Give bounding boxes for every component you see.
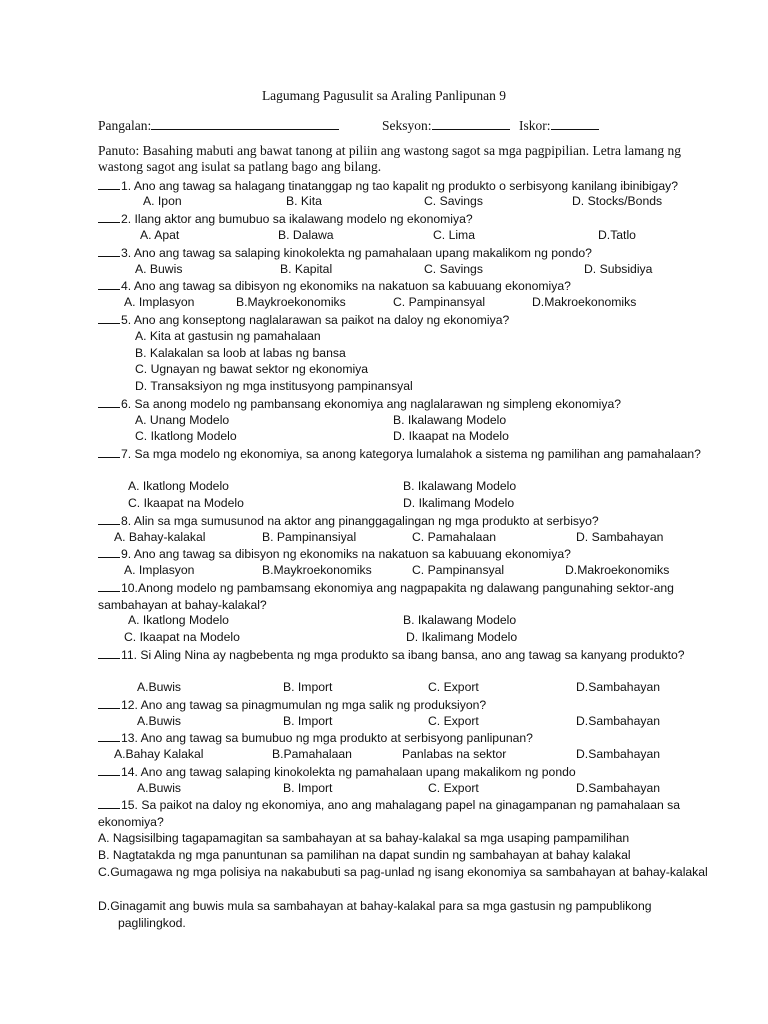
question-5: 5. Ano ang konseptong naglalarawan sa paikot na daloy ng ekonomiya? (98, 312, 718, 329)
option: A.Bahay Kalakal (114, 747, 204, 761)
option: C. Lima (433, 228, 475, 242)
option: C. Export (428, 714, 479, 728)
option: D. Subsidiya (584, 262, 653, 276)
option: A.Buwis (137, 781, 182, 795)
name-field (98, 117, 339, 134)
option: B. Import (283, 781, 333, 795)
option: D.Sambahayan (576, 747, 661, 761)
option: C. Pampinansyal (412, 563, 505, 577)
option: B. Import (283, 714, 333, 728)
answer-blank (98, 580, 120, 592)
question-9: 9. Ano ang tawag sa dibisyon ng ekonomiks na nakatuon sa kabuuang ekonomiya? (98, 546, 718, 563)
option: A. Buwis (135, 262, 183, 276)
question-2: 2. Ilang aktor ang bumubuo sa ikalawang modelo ng ekonomiya? (98, 211, 718, 228)
answer-blank (98, 446, 120, 458)
section-blank (432, 117, 510, 130)
option: B. Dalawa (278, 228, 334, 242)
option: B. Kalakalan sa loob at labas ng bansa (135, 346, 346, 360)
option: B. Kapital (280, 262, 333, 276)
option: B. Pampinansiyal (262, 530, 357, 544)
answer-blank (98, 178, 120, 190)
option: C. Ugnayan ng bawat sektor ng ekonomiya (135, 362, 369, 376)
option: C.Gumagawa ng mga polisiya na nakabubuti sa pag-unlad ng isang ekonomiya sa sambahayan at bahay-kalakal (98, 865, 708, 879)
question-7: 7. Sa mga modelo ng ekonomiya, sa anong kategorya lumalahok a sistema ng pamilihan ang pamahalaan? (98, 446, 708, 463)
option: D. Ikalimang Modelo (403, 496, 515, 510)
option: C. Pamahalaan (412, 530, 497, 544)
option: B. Import (283, 680, 333, 694)
score-field (519, 117, 599, 134)
option: B.Maykroekonomiks (262, 563, 372, 577)
instructions: Panuto: Basahing mabuti ang bawat tanong at piliin ang wastong sagot sa mga pagpipilian. Letra lamang ng wastong sagot ang isulat sa patlang bago ang bilang. (98, 143, 681, 174)
option: D. Transaksiyon ng mga institusyong pampinansyal (135, 379, 413, 393)
score-label: Iskor: (519, 118, 551, 133)
option: A. Implasyon (124, 295, 195, 309)
option: B. Ikalawang Modelo (393, 413, 507, 427)
option: A. Apat (140, 228, 180, 242)
answer-blank (98, 312, 120, 324)
question-11: 11. Si Aling Nina ay nagbebenta ng mga produkto sa ibang bansa, ano ang tawag sa kanyang produkto? (98, 647, 708, 664)
question-1: 1. Ano ang tawag sa halagang tinatanggap ng tao kapalit ng produkto o serbisyong kanilang ibinibigay? (98, 178, 718, 195)
question-8: 8. Alin sa mga sumusunod na aktor ang pinanggagalingan ng mga produkto at serbisyo? (98, 513, 718, 530)
option: D. Ikalimang Modelo (406, 630, 518, 644)
option: C. Savings (424, 194, 483, 208)
question-10: 10.Anong modelo ng pambamsang ekonomiya ang nagpapakita ng dalawang pangunahing sektor-ang sambahayan at bahay-kalakal? (98, 581, 674, 612)
option: D.Sambahayan (576, 714, 661, 728)
option: C. Ikaapat na Modelo (128, 496, 244, 510)
option: B.Pamahalaan (272, 747, 352, 761)
option: A. Unang Modelo (135, 413, 230, 427)
section-label: Seksyon: (382, 118, 432, 133)
page-title: Lagumang Pagusulit sa Araling Panlipunan 9 (261, 88, 507, 103)
option: A. Bahay-kalakal (114, 530, 206, 544)
answer-blank (98, 797, 120, 809)
question-6: 6. Sa anong modelo ng pambansang ekonomiya ang naglalarawan ng simpleng ekonomiya? (98, 396, 718, 413)
option: B. Ikalawang Modelo (403, 613, 517, 627)
option: D. Stocks/Bonds (572, 194, 663, 208)
question-15: 15. Sa paikot na daloy ng ekonomiya, ano ang mahalagang papel na ginagampanan ng pamahalaan sa ekonomiya? (98, 798, 681, 829)
answer-blank (98, 546, 120, 558)
option: D.Sambahayan (576, 781, 661, 795)
option: B. Nagtatakda ng mga panuntunan sa pamilihan na dapat sundin ng sambahayan at bahay kalakal (98, 848, 631, 862)
answer-blank (98, 647, 120, 659)
option: A. Ipon (143, 194, 182, 208)
option: B.Maykroekonomiks (236, 295, 346, 309)
option: C. Ikaapat na Modelo (124, 630, 240, 644)
option: A. Ikatlong Modelo (128, 479, 229, 493)
name-label: Pangalan: (98, 118, 152, 133)
answer-blank (98, 730, 120, 742)
question-3: 3. Ano ang tawag sa salaping kinokolekta ng pamahalaan upang makalikom ng pondo? (98, 245, 718, 262)
option: C. Ikatlong Modelo (135, 429, 237, 443)
name-blank (151, 117, 339, 130)
option: C. Export (428, 781, 479, 795)
answer-blank (98, 245, 120, 257)
option: D.Tatlo (598, 228, 636, 242)
option: D.Makroekonomiks (532, 295, 637, 309)
answer-blank (98, 396, 120, 408)
option: A.Buwis (137, 680, 182, 694)
option: C. Pampinansyal (393, 295, 486, 309)
option: D. Sambahayan (576, 530, 664, 544)
option: C. Savings (424, 262, 483, 276)
option: C. Export (428, 680, 479, 694)
answer-blank (98, 697, 120, 709)
option: B. Kita (286, 194, 322, 208)
answer-blank (98, 211, 120, 223)
option: A. Kita at gastusin ng pamahalaan (135, 329, 321, 343)
question-12: 12. Ano ang tawag sa pinagmumulan ng mga salik ng produksiyon? (98, 697, 718, 714)
answer-blank (98, 764, 120, 776)
option: D. Ikaapat na Modelo (393, 429, 509, 443)
answer-blank (98, 278, 120, 290)
option: A. Ikatlong Modelo (128, 613, 229, 627)
option: Panlabas na sektor (402, 747, 507, 761)
option: A. Nagsisilbing tagapamagitan sa sambahayan at sa bahay-kalakal sa mga usaping pampamilihan (98, 831, 630, 845)
option: D.Sambahayan (576, 680, 661, 694)
option: D.Ginagamit ang buwis mula sa sambahayan at bahay-kalakal para sa mga gastusin ng pampublikong paglilingkod. (98, 899, 652, 930)
option: B. Ikalawang Modelo (403, 479, 517, 493)
score-blank (551, 117, 599, 130)
option: A.Buwis (137, 714, 182, 728)
question-13: 13. Ano ang tawag sa bumubuo ng mga produkto at serbisyong panlipunan? (98, 730, 718, 747)
option: A. Implasyon (124, 563, 195, 577)
section-field (382, 117, 510, 134)
answer-blank (98, 513, 120, 525)
question-4: 4. Ano ang tawag sa dibisyon ng ekonomiks na nakatuon sa kabuuang ekonomiya? (98, 278, 718, 295)
question-14: 14. Ano ang tawag salaping kinokolekta ng pamahalaan upang makalikom ng pondo (98, 764, 718, 781)
option: D.Makroekonomiks (565, 563, 670, 577)
